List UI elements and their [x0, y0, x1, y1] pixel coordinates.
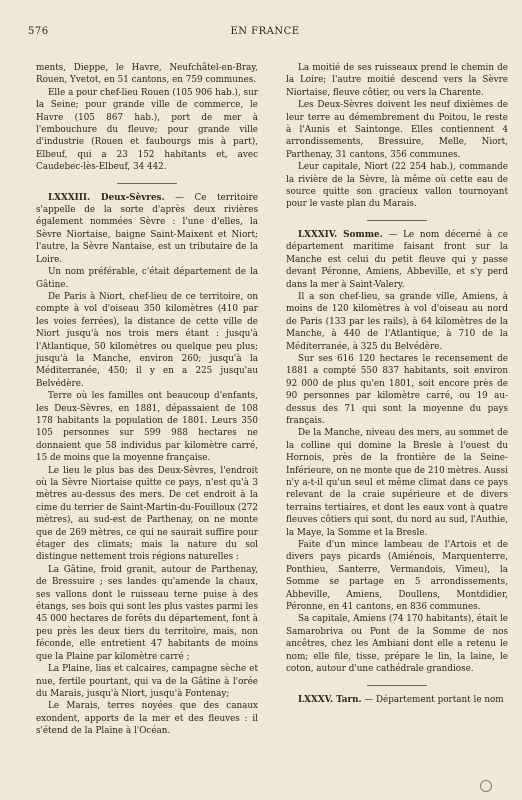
section-somme [286, 229, 508, 291]
paragraph: De la Manche, niveau des mers, au sommet de la colline qui domine la Bresle à l'ouest du Hornois, près de la frontière de la Seine-Inférieure, on ne monte que de 210 mètres. Aussi n'y a-t-il qu'un seul et même climat dans ce pays relevant de la craie supérieure et de divers terrains tertiaires, et dont les eaux vont à quatre fleuves côtiers qui sont, du nord au sud, l'Authie, la Maye, la Somme et la Bresle. [286, 428, 508, 538]
paragraph: De Paris à Niort, chef-lieu de ce territoire, on compte à vol d'oiseau 350 kilomètres (410 par les voies ferrées), la distance de cette ville de Niort jusqu'à nos trois mers étant : jusqu'à l'Atlantique, 50 kilomètres ou quelque peu plus; jusqu'à la Manche, environ 260; jusqu'à la Méditerranée, 450; il y en a 225 jusqu'au Belvédère. [36, 291, 258, 389]
section-title: LXXXIV. Somme. [298, 229, 383, 240]
paragraph: Le Marais, terres noyées que des canaux exondent, apports de la mer et des fleuves : il s'étend de la Plaine à l'Océan. [36, 701, 258, 737]
page-number: 576 [28, 26, 49, 37]
right-column [286, 62, 508, 706]
paragraph: Sa capitale, Amiens (74 170 habitants), était le Samarobriva ou Pont de la Somme de nos ancêtres, chez les Ambiani dont elle a retenu le nom; elle file, tisse, prépare le lin, la laine, le coton, autour d'une cathédrale grandiose. [286, 614, 508, 675]
paragraph: Le lieu le plus bas des Deux-Sèvres, l'endroit où la Sèvre Niortaise quitte ce pays, n'est qu'à 3 mètres au-dessus des mers. De cet endroit à la cime du terrier de Saint-Martin-du-Fouilloux (272 mètres), au sud-est de Parthenay, on ne monte que de 269 mètres, ce qui ne saurait suffire pour étager des climats; mais la nature du sol distingue nettement trois régions naturelles : [36, 465, 258, 563]
paragraph: Leur capitale, Niort (22 254 hab.), commande la rivière de la Sèvre, là même où cette eau de source quitte son gracieux vallon tournoyant pour le vaste plan du Marais. [286, 162, 508, 210]
paragraph: Sur ses 616 120 hectares le recensement de 1881 a compté 550 837 habitants, soit environ 92 000 de plus qu'en 1801, soit encore près de 90 personnes par kilomètre carré, ou 19 au-dessus des 71 qui sont la moyenne du pays français. [286, 353, 508, 426]
section-intro: — Le nom décerné à ce département maritime faisant front sur la Manche est celui du petit fleuve qui y passe devant Péronne, Amiens, Abbeville, et s'y perd dans la mer à Saint-Valery. [286, 229, 508, 290]
paragraph: Les Deux-Sèvres doivent les neuf dixièmes de leur terre au démembrement du Poitou, le reste à l'Aunis et Saintonge. Elles contiennent 4 arrondissements, Bressuire, Melle, Niort, Parthenay, 31 cantons, 356 communes. [286, 100, 508, 160]
paragraph: La Gâtine, froid granit, autour de Parthenay, de Bressuire ; ses landes qu'amende la chaux, ses vallons dont le ruisseau terne puise à des étangs, ses bois qui sont les plus vastes parmi les 45 000 hectares de forêts du département, font à peu près les deux tiers du territoire, mais, non féconde, elle entretient 47 habitants de moins que la Plaine par kilomètre carré ; [36, 564, 258, 662]
page-corner-mark-icon [480, 780, 492, 792]
paragraph: La Plaine, lias et calcaires, campagne sèche et nue, fertile pourtant, qui va de la Gâtine à l'orée du Marais, jusqu'à Niort, jusqu'à Fontenay; [36, 664, 258, 699]
paragraph: Faite d'un mince lambeau de l'Artois et de divers pays picards (Amiénois, Marquenterre, Ponthieu, Santerre, Vermandois, Vimeu), la Somme se partage en 5 arrondissements, Abbeville, Amiens, Doullens, Montdidier, Péronne, en 41 cantons, en 836 communes. [286, 540, 508, 613]
left-column [36, 62, 258, 738]
section-divider [367, 220, 427, 221]
paragraph: Elle a pour chef-lieu Rouen (105 906 hab.), sur la Seine; pour grande ville de commerce, le Havre (105 867 hab.), port de mer à l'embouchure du fleuve; pour grande ville d'industrie (Rouen et faubourgs mis à part), Elbeuf, qui a 23 152 habitants et, avec Caudebec-lès-Elbeuf, 34 442. [36, 87, 258, 173]
section-divider [117, 183, 177, 184]
paragraph: Un nom préférable, c'était département de la Gâtine. [36, 267, 258, 290]
section-deux-sevres [36, 192, 258, 266]
section-intro: — Département portant le nom [361, 694, 504, 705]
paragraph: La moitié de ses ruisseaux prend le chemin de la Loire; l'autre moitié descend vers la Sèvre Niortaise, fleuve côtier, ou vers la Charente. [286, 63, 508, 98]
section-title: LXXXV. Tarn. [298, 694, 362, 705]
paragraph: ments, Dieppe, le Havre, Neufchâtel-en-Bray, Rouen, Yvetot, en 51 cantons, en 759 communes. [36, 63, 258, 86]
page-header [28, 26, 502, 40]
section-divider [367, 685, 427, 686]
paragraph: Terre où les familles ont beaucoup d'enfants, les Deux-Sèvres, en 1881, dépassaient de 108 178 habitants la population de 1801. Leurs 350 105 personnes sur 599 988 hectares ne donnaient que 58 individus par kilomètre carré, 15 de moins que la moyenne française. [36, 391, 258, 464]
section-tarn [286, 694, 508, 706]
paragraph: Il a son chef-lieu, sa grande ville, Amiens, à moins de 120 kilomètres à vol d'oiseau au nord de Paris (133 par les rails), à 64 kilomètres de la Manche, à 440 de l'Atlantique, à 710 de la Méditerranée, à 325 du Belvédère. [286, 291, 508, 352]
running-title: EN FRANCE [230, 26, 300, 37]
section-title: LXXXIII. Deux-Sèvres. [48, 192, 165, 203]
section-intro: — Ce territoire s'appelle de la sorte d'après deux rivières également nommées Sèvre : l'une d'elles, la Sèvre Niortaise, baigne Saint-Maixent et Niort; l'autre, la Sèvre Nantaise, est un tributaire de la Loire. [36, 192, 258, 265]
